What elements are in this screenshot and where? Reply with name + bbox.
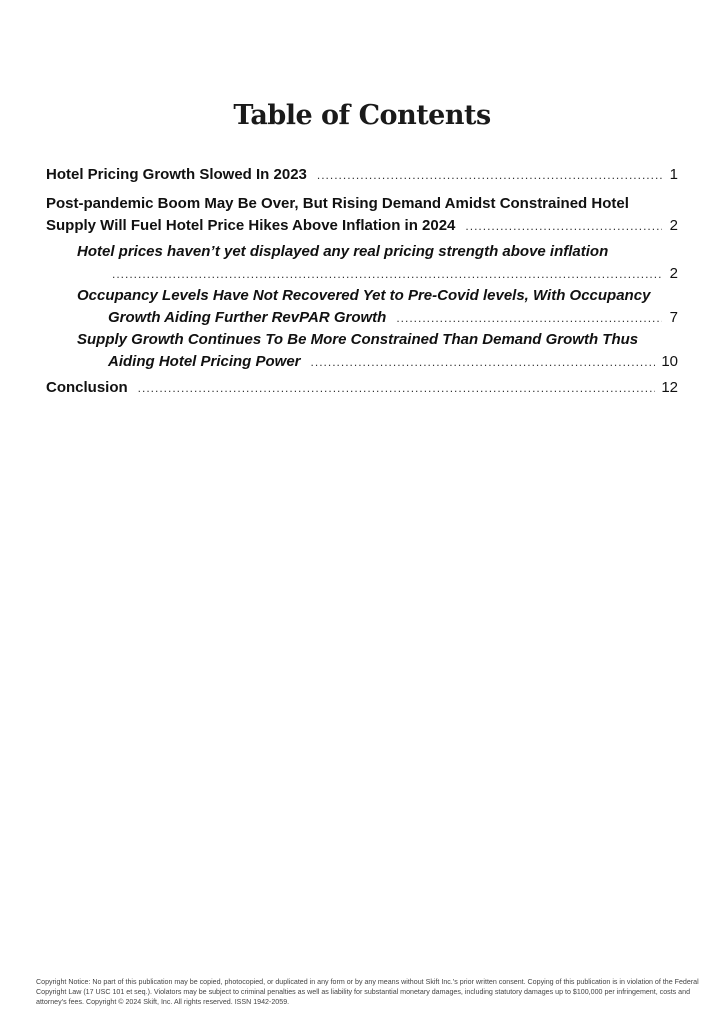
toc-entry-hotel-pricing-growth[interactable] bbox=[46, 164, 678, 186]
toc-leader-dots bbox=[138, 377, 656, 399]
toc-entry-title-line-1: Occupancy Levels Have Not Recovered Yet to Pre-Covid levels, With Occupancy bbox=[77, 287, 651, 304]
toc-entry-title-line-2: Aiding Hotel Pricing Power bbox=[108, 353, 301, 370]
toc-page-number: 7 bbox=[669, 309, 678, 326]
toc-entry-title-line-1: Supply Growth Continues To Be More Constrained Than Demand Growth Thus bbox=[77, 331, 639, 348]
toc-leader-dots bbox=[311, 351, 656, 373]
toc-page-number: 10 bbox=[661, 353, 678, 370]
toc-entry-post-pandemic-boom[interactable] bbox=[46, 193, 678, 237]
toc-entry-conclusion[interactable] bbox=[46, 377, 678, 399]
toc-leader-dots bbox=[112, 263, 662, 285]
toc-page-number: 2 bbox=[669, 265, 678, 282]
toc-page-number: 1 bbox=[669, 166, 678, 183]
toc-page-number: 12 bbox=[661, 379, 678, 396]
toc-entry-title-line-1: Hotel prices haven’t yet displayed any real pricing strength above inflation bbox=[77, 243, 609, 260]
page-title: Table of Contents bbox=[233, 100, 491, 131]
copyright-notice: Copyright Notice: No part of this publication may be copied, photocopied, or duplicated in any form or by any means without Skift Inc.’s prior written consent. Copying of this publication is in violation of the Federal Copyright Law (17 USC 101 et seq.). Violators may be subject to criminal penalties as well as liability for substantial monetary damages, including statutory damages up to $100,000 per infringement, costs and attorney’s fees. Copyright © 2024 Skift, Inc. All rights reserved. ISSN 1942-2059. bbox=[36, 978, 699, 1006]
toc-entry-title-line-1: Post-pandemic Boom May Be Over, But Rising Demand Amidst Constrained Hotel bbox=[46, 195, 629, 212]
toc-entry-hotel-prices-inflation[interactable] bbox=[46, 241, 678, 285]
toc-entry-title-line-2: Supply Will Fuel Hotel Price Hikes Above Inflation in 2024 bbox=[46, 217, 456, 234]
table-of-contents bbox=[46, 164, 678, 399]
toc-entry-supply-growth[interactable] bbox=[46, 329, 678, 373]
toc-entry-title: Hotel Pricing Growth Slowed In 2023 bbox=[46, 166, 307, 183]
toc-leader-dots bbox=[317, 164, 662, 186]
toc-entry-title: Conclusion bbox=[46, 379, 128, 396]
toc-page-number: 2 bbox=[669, 217, 678, 234]
toc-entry-occupancy-levels[interactable] bbox=[46, 285, 678, 329]
toc-leader-dots bbox=[465, 215, 662, 237]
toc-entry-title-line-2: Growth Aiding Further RevPAR Growth bbox=[108, 309, 387, 326]
toc-leader-dots bbox=[396, 307, 662, 329]
